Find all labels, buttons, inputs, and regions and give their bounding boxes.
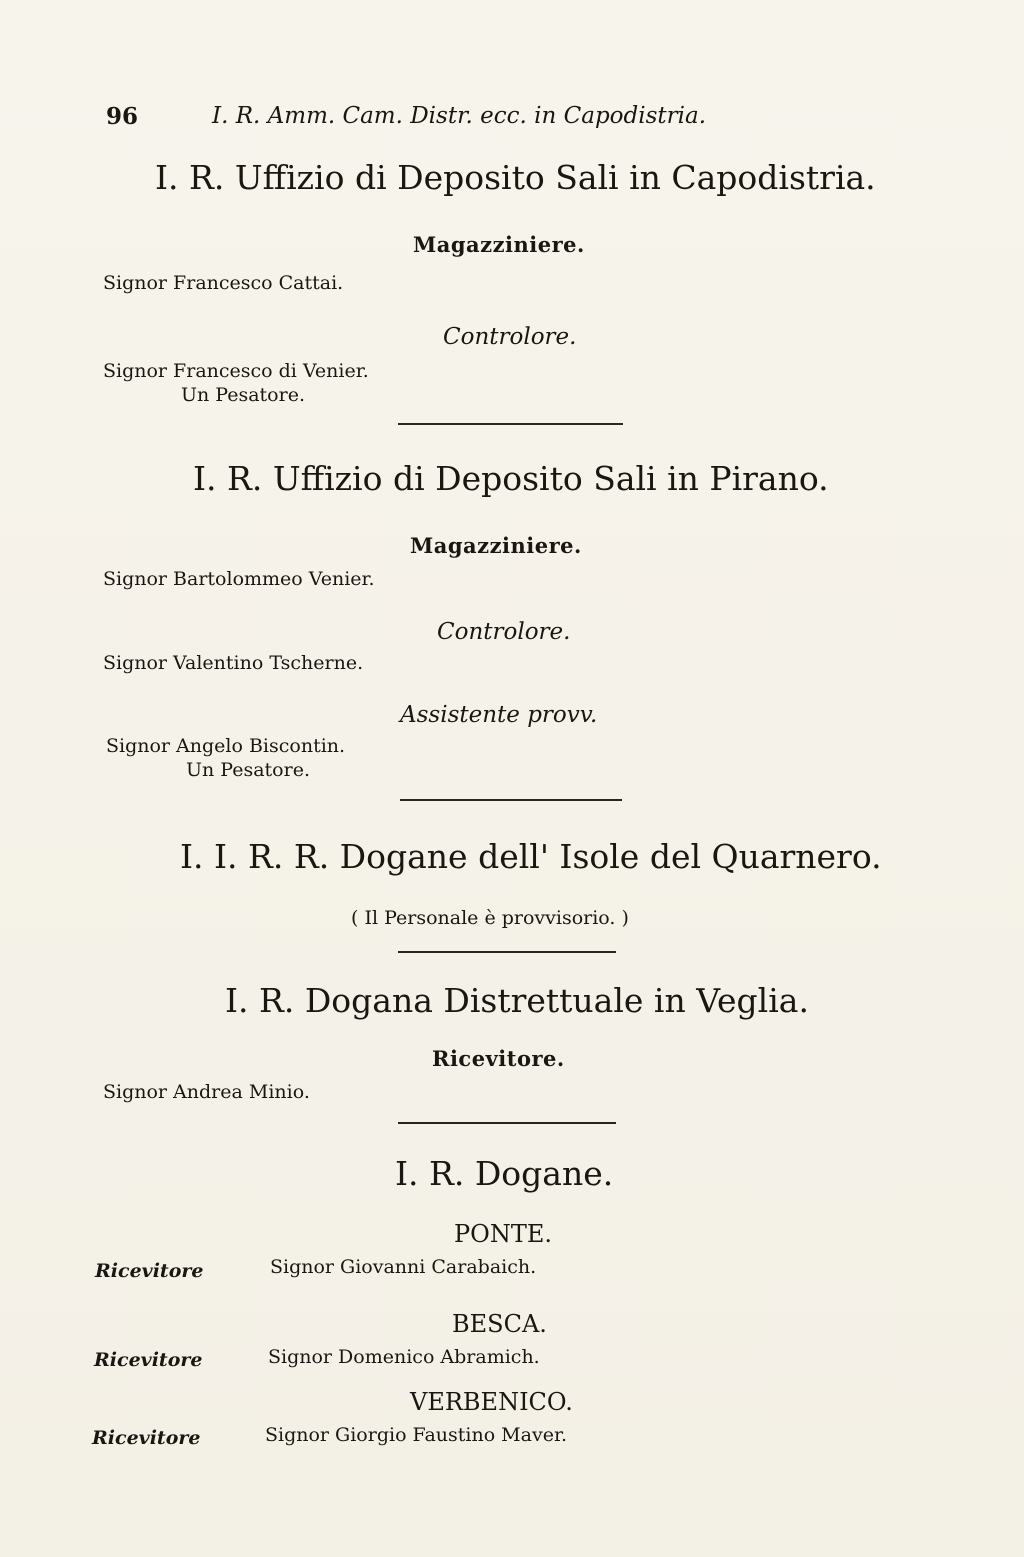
person-entry: Signor Francesco Cattai.	[103, 272, 344, 294]
person-entry: Signor Giorgio Faustino Maver.	[265, 1424, 567, 1446]
section-title-veglia: I. R. Dogana Distrettuale in Veglia.	[225, 981, 809, 1020]
place-name-ponte: PONTE.	[454, 1220, 552, 1248]
role-heading-controlore: Controlore.	[443, 324, 577, 350]
section-title-pirano: I. R. Uffizio di Deposito Sali in Pirano.	[193, 459, 829, 498]
person-entry: Signor Valentino Tscherne.	[103, 652, 364, 674]
person-entry: Signor Angelo Biscontin.	[106, 735, 346, 757]
section-divider	[398, 423, 623, 425]
running-title: I. R. Amm. Cam. Distr. ecc. in Capodistria.	[212, 103, 707, 129]
role-heading-magazziniere: Magazziniere.	[413, 232, 585, 257]
person-entry: Un Pesatore.	[181, 384, 305, 406]
section-title-capodistria: I. R. Uffizio di Deposito Sali in Capodistria.	[155, 158, 876, 197]
section-title-quarnero: I. I. R. R. Dogane dell' Isole del Quarnero.	[180, 837, 882, 876]
section-divider	[398, 1122, 616, 1124]
role-label: Ricevitore	[95, 1260, 204, 1282]
role-label: Ricevitore	[94, 1349, 203, 1371]
person-entry: Un Pesatore.	[186, 759, 310, 781]
section-title-dogane: I. R. Dogane.	[395, 1154, 614, 1193]
place-name-besca: BESCA.	[452, 1310, 547, 1338]
person-entry: Signor Andrea Minio.	[103, 1081, 310, 1103]
place-name-verbenico: VERBENICO.	[410, 1388, 573, 1416]
section-divider	[400, 799, 622, 801]
role-heading-controlore: Controlore.	[437, 619, 571, 645]
person-entry: Signor Domenico Abramich.	[268, 1346, 540, 1368]
role-label: Ricevitore	[92, 1427, 201, 1449]
role-heading-magazziniere: Magazziniere.	[410, 533, 582, 558]
role-heading-assistente: Assistente provv.	[400, 702, 598, 728]
section-divider	[398, 951, 616, 953]
page-number: 96	[106, 103, 139, 130]
role-heading-ricevitore: Ricevitore.	[432, 1046, 565, 1071]
person-entry: Signor Giovanni Carabaich.	[270, 1256, 537, 1278]
person-entry: Signor Bartolommeo Venier.	[103, 568, 375, 590]
person-entry: Signor Francesco di Venier.	[103, 360, 369, 382]
section-note: ( Il Personale è provvisorio. )	[351, 907, 629, 929]
